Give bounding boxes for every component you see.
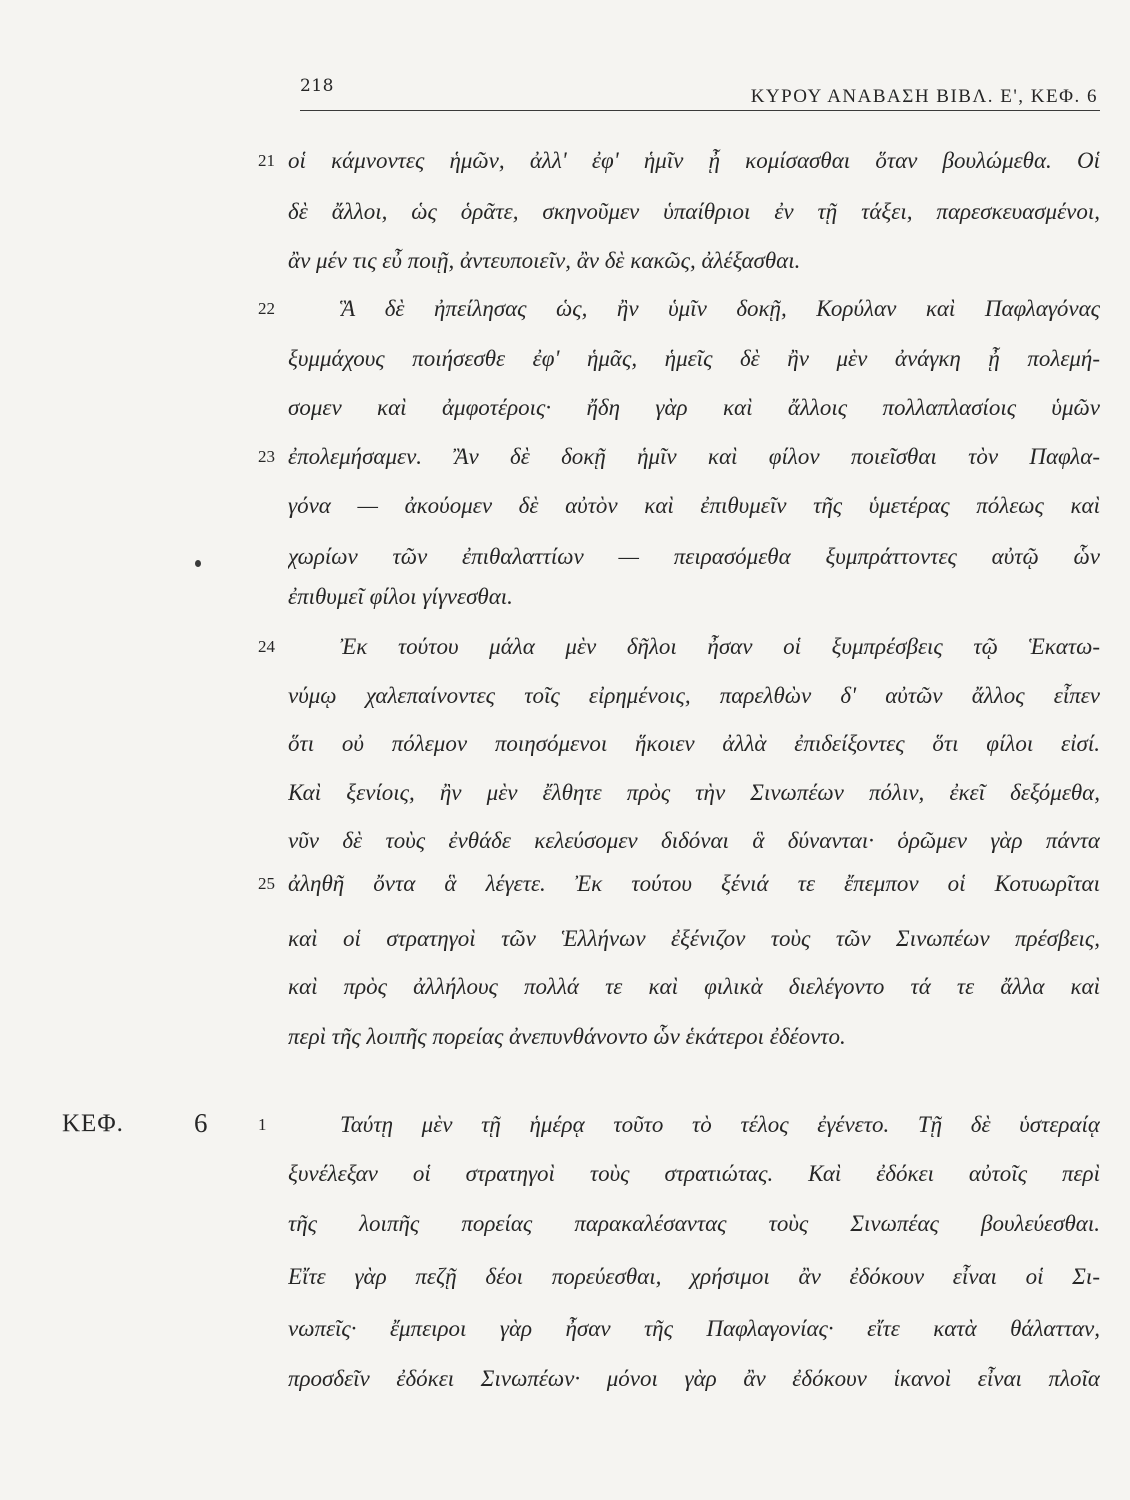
section-number-23: 23: [258, 447, 275, 466]
text-line: Ταύτῃ μὲν τῇ ἡμέρᾳ τοῦτο τὸ τέλος ἐγένετο. Τῇ δὲ ὑστεραίᾳ: [340, 1112, 1100, 1137]
text-line: νῦν δὲ τοὺς ἐνθάδε κελεύσομεν διδόναι ἃ δύνανται· ὁρῶμεν γὰρ πάντα: [288, 828, 1100, 853]
text-line: χωρίων τῶν ἐπιθαλαττίων — πειρασόμεθα ξυμπράττοντες αὐτῷ ὧν: [288, 544, 1100, 569]
page-number: 218: [300, 76, 334, 96]
text-line: τῆς λοιπῆς πορείας παρακαλέσαντας τοὺς Σινωπέας βουλεύεσθαι.: [288, 1211, 1100, 1236]
text-line: καὶ οἱ στρατηγοὶ τῶν Ἑλλήνων ἐξένιζον τοὺς τῶν Σινωπέων πρέσβεις,: [288, 926, 1100, 951]
text-line: ἐπολεμήσαμεν. Ἂν δὲ δοκῇ ἡμῖν καὶ φίλον ποιεῖσθαι τὸν Παφλα-: [288, 444, 1100, 469]
text-line: ξυνέλεξαν οἱ στρατηγοὶ τοὺς στρατιώτας. Καὶ ἐδόκει αὐτοῖς περὶ: [288, 1161, 1100, 1186]
chapter-label: ΚΕΦ.: [62, 1110, 124, 1137]
text-line: γόνα — ἀκούομεν δὲ αὐτὸν καὶ ἐπιθυμεῖν τῆς ὑμετέρας πόλεως καὶ: [288, 493, 1100, 518]
page-header: [300, 76, 1100, 111]
text-line: σομεν καὶ ἀμφοτέροις· ἤδη γὰρ καὶ ἄλλοις πολλαπλασίοις ὑμῶν: [288, 395, 1100, 420]
print-speck: [195, 560, 201, 567]
section-number-25: 25: [258, 874, 275, 893]
text-line: ἐπιθυμεῖ φίλοι γίγνεσθαι.: [288, 584, 513, 609]
text-line: νύμῳ χαλεπαίνοντες τοῖς εἰρημένοις, παρελθὼν δ' αὐτῶν ἄλλος εἶπεν: [288, 683, 1100, 708]
text-line: Καὶ ξενίοις, ἢν μὲν ἔλθητε πρὸς τὴν Σινωπέων πόλιν, ἐκεῖ δεξόμεθα,: [288, 780, 1100, 805]
text-line: περὶ τῆς λοιπῆς πορείας ἀνεπυνθάνοντο ὧν ἑκάτεροι ἐδέοντο.: [288, 1024, 846, 1049]
text-line: Ἃ δὲ ἠπείλησας ὡς, ἢν ὑμῖν δοκῇ, Κορύλαν καὶ Παφλαγόνας: [340, 296, 1100, 321]
text-line: ἀληθῆ ὄντα ἃ λέγετε. Ἐκ τούτου ξένιά τε ἔπεμπον οἱ Κοτυωρῖται: [288, 871, 1100, 896]
section-number-24: 24: [258, 637, 275, 656]
text-line: προσδεῖν ἐδόκει Σινωπέων· μόνοι γὰρ ἂν ἐδόκουν ἱκανοὶ εἶναι πλοῖα: [288, 1366, 1100, 1391]
running-title: ΚΥΡΟΥ ΑΝΑΒΑΣΗ ΒΙΒΛ. Ε', ΚΕΦ. 6: [750, 86, 1098, 107]
section-number-1: 1: [258, 1115, 267, 1134]
text-line: καὶ πρὸς ἀλλήλους πολλά τε καὶ φιλικὰ διελέγοντο τά τε ἄλλα καὶ: [288, 974, 1100, 999]
text-line: δὲ ἄλλοι, ὡς ὁρᾶτε, σκηνοῦμεν ὑπαίθριοι ἐν τῇ τάξει, παρεσκευασμένοι,: [288, 199, 1100, 224]
text-line: Ἐκ τούτου μάλα μὲν δῆλοι ἦσαν οἱ ξυμπρέσβεις τῷ Ἑκατω-: [340, 634, 1100, 659]
text-line: ὅτι οὐ πόλεμον ποιησόμενοι ἥκοιεν ἀλλὰ ἐπιδείξοντες ὅτι φίλοι εἰσί.: [288, 731, 1100, 756]
text-line: ἂν μέν τις εὖ ποιῇ, ἀντευποιεῖν, ἂν δὲ κακῶς, ἀλέξασθαι.: [288, 248, 801, 273]
chapter-number: 6: [194, 1108, 208, 1138]
section-number-21: 21: [258, 151, 275, 170]
text-line: ξυμμάχους ποιήσεσθε ἐφ' ἡμᾶς, ἡμεῖς δὲ ἢν μὲν ἀνάγκη ᾖ πολεμή-: [288, 346, 1100, 371]
section-number-22: 22: [258, 299, 275, 318]
text-line: οἱ κάμνοντες ἡμῶν, ἀλλ' ἐφ' ἡμῖν ᾖ κομίσασθαι ὅταν βουλώμεθα. Οἱ: [288, 148, 1100, 173]
text-line: νωπεῖς· ἔμπειροι γὰρ ἦσαν τῆς Παφλαγονίας· εἴτε κατὰ θάλατταν,: [288, 1316, 1100, 1341]
text-line: Εἴτε γὰρ πεζῇ δέοι πορεύεσθαι, χρήσιμοι ἂν ἐδόκουν εἶναι οἱ Σι-: [288, 1264, 1100, 1289]
